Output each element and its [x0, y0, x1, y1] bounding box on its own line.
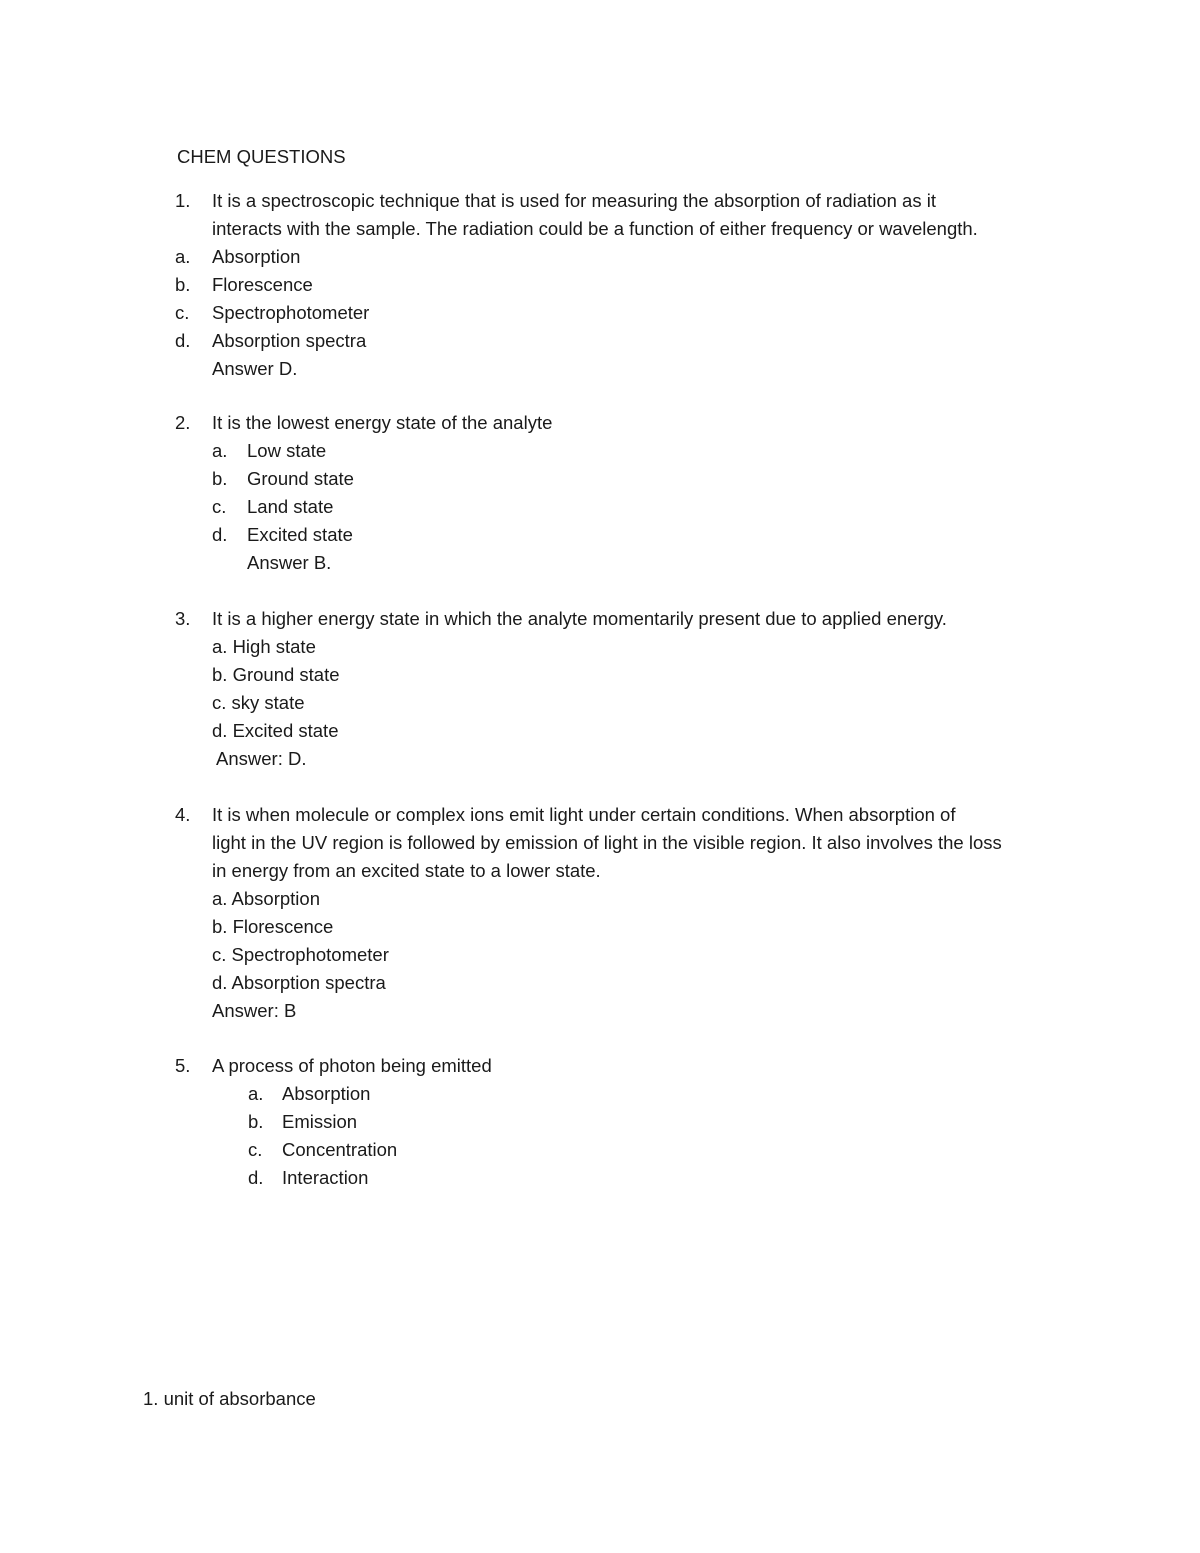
document-title: CHEM QUESTIONS — [177, 146, 346, 167]
question-number: 4. — [175, 804, 191, 825]
option-letter: d. — [212, 524, 228, 545]
option-letter: d. — [248, 1167, 264, 1188]
option-letter: b. — [248, 1111, 264, 1132]
option-text: Absorption — [212, 246, 301, 267]
option-c: c. sky state — [212, 692, 305, 713]
question-text-line: light in the UV region is followed by emission of light in the visible region. It also involves the loss — [212, 832, 1002, 853]
option-letter: a. — [212, 440, 228, 461]
option-text: Absorption — [282, 1083, 371, 1104]
question-text-line: It is a higher energy state in which the analyte momentarily present due to applied energy. — [212, 608, 947, 629]
option-list — [212, 885, 389, 997]
option-text: Concentration — [282, 1139, 398, 1160]
answer-text: Answer: B — [212, 1000, 297, 1021]
question-number: 5. — [175, 1055, 191, 1076]
option-text: Excited state — [247, 524, 353, 545]
question-number: 3. — [175, 608, 191, 629]
option-letter: c. — [212, 496, 227, 517]
question-text-line: A process of photon being emitted — [212, 1055, 492, 1076]
option-b: b. Ground state — [212, 664, 340, 685]
option-text: Florescence — [212, 274, 313, 295]
option-text: Absorption spectra — [212, 330, 367, 351]
question-text-line: in energy from an excited state to a lower state. — [212, 860, 601, 881]
option-letter: b. — [212, 468, 228, 489]
question-text-line: It is the lowest energy state of the analyte — [212, 412, 553, 433]
option-d: d. Excited state — [212, 720, 339, 741]
option-text: Land state — [247, 496, 334, 517]
question-text — [212, 605, 1072, 633]
option-letter: a. — [175, 246, 191, 267]
question-number: 2. — [175, 412, 191, 433]
option-letter: b. — [175, 274, 191, 295]
footer-list-item: 1. unit of absorbance — [143, 1388, 316, 1409]
option-c: c. Spectrophotometer — [212, 944, 389, 965]
option-text: Emission — [282, 1111, 358, 1132]
option-list — [212, 633, 340, 745]
question-number: 1. — [175, 190, 191, 211]
question-text — [212, 801, 1072, 885]
answer-text: Answer B. — [247, 552, 332, 573]
option-text: Low state — [247, 440, 327, 461]
option-a: a. Absorption — [212, 888, 320, 909]
option-a: a. High state — [212, 636, 316, 657]
option-text: Ground state — [247, 468, 354, 489]
question-text-line: It is a spectroscopic technique that is used for measuring the absorption of radiation as it — [212, 190, 936, 211]
option-text: Interaction — [282, 1167, 369, 1188]
option-text: Spectrophotometer — [212, 302, 370, 323]
option-letter: c. — [175, 302, 190, 323]
question-text — [212, 187, 1072, 243]
option-letter: d. — [175, 330, 191, 351]
option-letter: a. — [248, 1083, 264, 1104]
option-b: b. Florescence — [212, 916, 334, 937]
option-letter: c. — [248, 1139, 263, 1160]
answer-text: Answer D. — [212, 358, 298, 379]
question-text — [212, 409, 1072, 437]
question-text-line: interacts with the sample. The radiation could be a function of either frequency or wavelength. — [212, 218, 978, 239]
question-text — [212, 1052, 1072, 1080]
option-d: d. Absorption spectra — [212, 972, 386, 993]
question-text-line: It is when molecule or complex ions emit light under certain conditions. When absorption of — [212, 804, 956, 825]
answer-text: Answer: D. — [216, 748, 307, 769]
